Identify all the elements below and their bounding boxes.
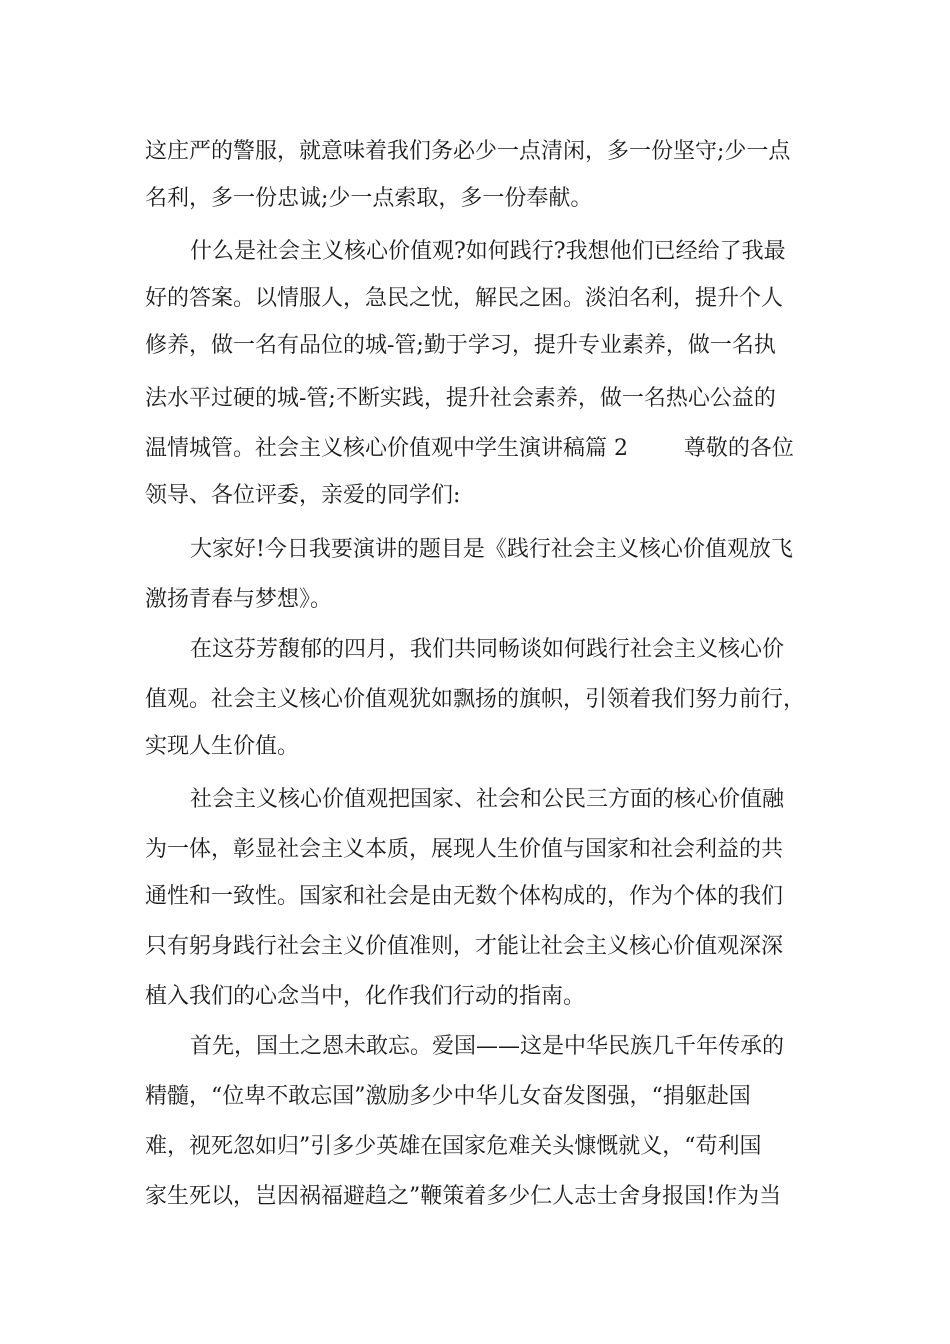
text-line: 通性和一致性。国家和社会是由无数个体构成的，作为个体的我们 — [145, 884, 784, 909]
text-line: 为一体，彰显社会主义本质，展现人生价值与国家和社会利益的共 — [145, 837, 784, 862]
text-line: 这庄严的警服，就意味着我们务必少一点清闲，多一份坚守;少一点 — [145, 139, 791, 164]
text-line: 社会主义核心价值观把国家、社会和公民三方面的核心价值融 — [190, 787, 785, 812]
text-line: 温情城管。社会主义核心价值观中学生演讲稿篇 2 尊敬的各位 — [145, 436, 794, 461]
text-line: 在这芬芳馥郁的四月，我们共同畅谈如何践行社会主义核心价 — [190, 637, 785, 662]
text-line: 实现人生价值。 — [145, 734, 300, 759]
text-line: 领导、各位评委，亲爱的同学们: — [145, 483, 461, 508]
text-line: 什么是社会主义核心价值观?如何践行?我想他们已经给了我最 — [190, 239, 786, 264]
text-line: 法水平过硬的城-管;不断实践，提升社会素养，做一名热心公益的 — [145, 386, 776, 411]
text-line: 名利，多一份忠诚;少一点索取，多一份奉献。 — [145, 186, 593, 211]
text-line: 植入我们的心念当中，化作我们行动的指南。 — [145, 984, 586, 1009]
text-line: 激扬青春与梦想》。 — [145, 587, 333, 612]
text-line: 难，视死忽如归”引多少英雄在国家危难关头慷慨就义，“苟利国 — [145, 1134, 762, 1159]
text-line: 大家好!今日我要演讲的题目是《践行社会主义核心价值观放飞 — [190, 537, 793, 562]
text-line: 精髓，“位卑不敢忘国”激励多少中华儿女奋发图强，“捐躯赴国 — [145, 1084, 751, 1109]
text-line: 首先，国土之恩未敢忘。爱国——这是中华民族几千年传承的 — [190, 1034, 785, 1059]
text-line: 修养，做一名有品位的城-管;勤于学习，提升专业素养，做一名执 — [145, 333, 776, 358]
text-line: 家生死以，岂因祸福避趋之”鞭策着多少仁人志士舍身报国!作为当 — [145, 1184, 782, 1209]
text-line: 值观。社会主义核心价值观犹如飘扬的旗帜，引领着我们努力前行， — [145, 687, 806, 712]
text-line: 只有躬身践行社会主义价值准则，才能让社会主义核心价值观深深 — [145, 934, 784, 959]
text-line: 好的答案。以情服人，急民之忧，解民之困。淡泊名利，提升个人 — [145, 286, 784, 311]
